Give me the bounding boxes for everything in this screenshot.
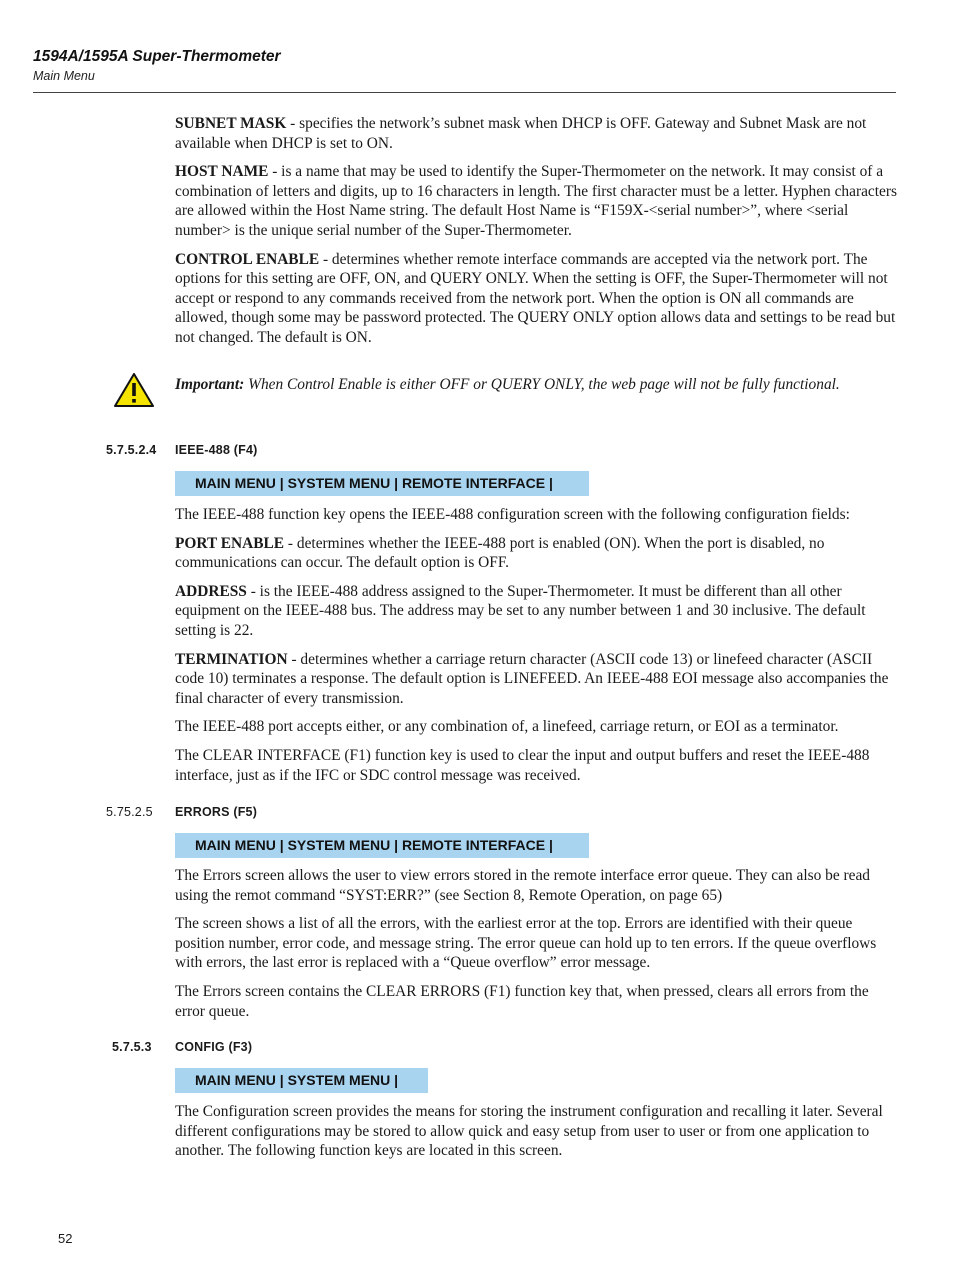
- subnet-mask-text: - specifies the network’s subnet mask when DHCP is OFF. Gateway and Subnet Mask are not available when DHCP is set to ON.: [175, 115, 867, 152]
- clear-interface-paragraph: The CLEAR INTERFACE (F1) function key is used to clear the input and output buffers and reset the IEEE-488 interface, just as if the IFC or SDC control message was received.: [175, 746, 870, 784]
- errors-paragraph-2: The screen shows a list of all the errors, with the earliest error at the top. Errors are identified with their queue position number, error code, and message string. The error queue can hold up to ten errors. If the queue overflows with errors, the last error is replaced with a “Queue overflow” error message.: [175, 915, 877, 972]
- termination-text: - determines whether a carriage return character (ASCII code 13) or linefeed character (ASCII code 10) terminates a response. The default option is LINEFEED. An IEEE-488 EOI message also accompanies the final character of every transmission.: [175, 650, 889, 707]
- port-enable-term: PORT ENABLE: [175, 534, 285, 552]
- important-label: Important:: [175, 376, 245, 393]
- ieee-body: [175, 505, 897, 785]
- ieee-intro: The IEEE-488 function key opens the IEEE-488 configuration screen with the following configuration fields:: [175, 506, 850, 523]
- errors-paragraph-3: The Errors screen contains the CLEAR ERRORS (F1) function key that, when pressed, clears all errors from the error queue.: [175, 982, 869, 1020]
- host-name-term: HOST NAME: [175, 163, 269, 181]
- host-name-paragraph: [175, 162, 897, 240]
- network-fields-block: [175, 114, 897, 348]
- page-number: 52: [58, 1231, 73, 1246]
- subnet-mask-paragraph: [175, 114, 897, 153]
- section-number-config: 5.7.5.3: [112, 1040, 152, 1054]
- breadcrumb-errors: MAIN MENU | SYSTEM MENU | REMOTE INTERFACE |: [175, 833, 589, 858]
- terminator-paragraph: The IEEE-488 port accepts either, or any combination of, a linefeed, carriage return, or EOI as a terminator.: [175, 718, 839, 736]
- control-enable-paragraph: [175, 250, 897, 348]
- control-enable-text: - determines whether remote interface commands are accepted via the network port. The options for this setting are OFF, ON, and QUERY ONLY. When the setting is OFF, the Super-Thermometer will not accept or respond to any commands received from the network port. When the option is ON all commands are allowed, though some may be password protected. The QUERY ONLY option allows data and settings to be read but not changed. The default is ON.: [175, 250, 896, 346]
- warning-triangle-icon: [113, 372, 155, 408]
- section-title-errors: ERRORS (F5): [175, 805, 258, 819]
- address-paragraph: [175, 582, 897, 641]
- errors-body: [175, 866, 897, 1021]
- section-number-ieee: 5.7.5.2.4: [106, 443, 157, 457]
- important-text: When Control Enable is either OFF or QUERY ONLY, the web page will not be fully functional.: [244, 376, 840, 393]
- important-note: [175, 375, 875, 395]
- section-title-config: CONFIG (F3): [175, 1040, 253, 1054]
- port-enable-paragraph: [175, 534, 897, 573]
- document-title: 1594A/1595A Super-Thermometer: [33, 48, 281, 65]
- header-rule: [33, 92, 896, 93]
- port-enable-text: - determines whether the IEEE-488 port is enabled (ON). When the port is disabled, no communications can occur. The default option is OFF.: [175, 534, 825, 572]
- subnet-mask-term: SUBNET MASK: [175, 115, 287, 132]
- control-enable-term: CONTROL ENABLE: [175, 250, 320, 268]
- breadcrumb-ieee: MAIN MENU | SYSTEM MENU | REMOTE INTERFACE |: [175, 471, 589, 496]
- config-body: [175, 1102, 897, 1161]
- config-paragraph-1: The Configuration screen provides the means for storing the instrument configuration and recalling it later. Several different configurations may be stored to allow quick and easy setup from user to user or from one application to another. The following function keys are located in this screen.: [175, 1103, 883, 1160]
- address-text: - is the IEEE-488 address assigned to the Super-Thermometer. It must be different than all other equipment on the IEEE-488 bus. The address may be set to any number between 1 and 30 inclusive. The default setting is 22.: [175, 582, 866, 639]
- section-number-errors: 5.75.2.5: [106, 805, 153, 819]
- host-name-text: - is a name that may be used to identify the Super-Thermometer on the network. It may consist of a combination of letters and digits, up to 16 characters in length. The first character must be a letter. Hyphen characters are allowed within the Host Name string. The default Host Name is “F159X-<serial number>”, where <serial number> is the unique serial number of the Super-Thermometer.: [175, 163, 897, 239]
- errors-paragraph-1: The Errors screen allows the user to view errors stored in the remote interface error queue. They can also be read using the remot command “SYST:ERR?” (see Section 8, Remote Operation, on page 65): [175, 867, 870, 904]
- termination-term: TERMINATION: [175, 650, 288, 668]
- document-subtitle: Main Menu: [33, 69, 95, 83]
- address-term: ADDRESS: [175, 582, 247, 600]
- termination-paragraph: [175, 650, 897, 709]
- breadcrumb-config: MAIN MENU | SYSTEM MENU |: [175, 1068, 428, 1093]
- section-title-ieee: IEEE-488 (F4): [175, 443, 258, 457]
